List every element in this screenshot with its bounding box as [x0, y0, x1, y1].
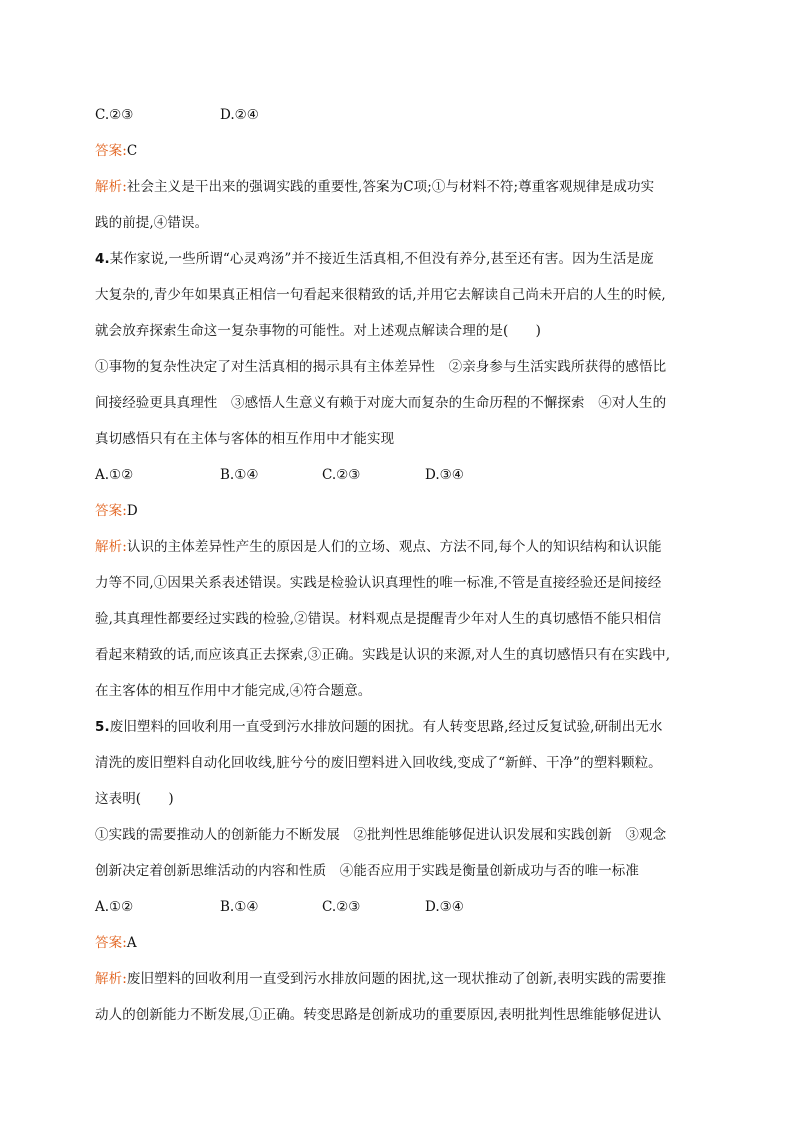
q5-option-b: B.①④	[220, 899, 259, 915]
q5-analysis-line: 解析:废旧塑料的回收利用一直受到污水排放问题的困扰,这一现状推动了创新,表明实践的需要推	[95, 971, 667, 987]
q5-stem-line: 5.废旧塑料的回收利用一直受到污水排放问题的困扰。有人转变思路,经过反复试验,研制出无水	[95, 719, 663, 735]
q4-stem-line: 就会放弃探索生命这一复杂事物的可能性。对上述观点解读合理的是( )	[95, 323, 541, 339]
analysis-label: 解析:	[95, 971, 127, 987]
q4-analysis-line: 解析:认识的主体差异性产生的原因是人们的立场、观点、方法不同,每个人的知识结构和认识能	[95, 539, 662, 555]
q4-analysis-line: 在主客体的相互作用中才能完成,④符合题意。	[95, 683, 372, 699]
q4-stem-line: 4.某作家说,一些所谓“心灵鸡汤”并不接近生活真相,不但没有养分,甚至还有害。因为生活是庞	[95, 251, 654, 267]
q5-statement-line: 创新决定着创新思维活动的内容和性质 ④能否应用于实践是衡量创新成功与否的唯一标准	[95, 863, 639, 879]
answer-label: 答案:	[95, 935, 127, 951]
q3-analysis-line: 践的前提,④错误。	[95, 215, 209, 231]
answer-value: A	[126, 935, 137, 951]
q4-statement-line: 真切感悟只有在主体与客体的相互作用中才能实现	[95, 431, 395, 447]
question-number: 5.	[95, 719, 110, 735]
q5-option-c: C.②③	[322, 899, 361, 915]
q4-answer	[95, 502, 138, 520]
q4-option-b: B.①④	[220, 467, 259, 483]
question-number: 4.	[95, 251, 110, 267]
q5-analysis-line: 动人的创新能力不断发展,①正确。转变思路是创新成功的重要原因,表明批判性思维能够促进认	[95, 1007, 662, 1023]
q4-option-c: C.②③	[322, 467, 361, 483]
q5-stem-line: 这表明( )	[95, 791, 174, 807]
q3-option-d: D.②④	[220, 107, 259, 123]
q5-option-a: A.①②	[95, 899, 134, 915]
q4-analysis-line: 验,其真理性都要经过实践的检验,②错误。材料观点是提醒青少年对人生的真切感悟不能只相信	[95, 611, 662, 627]
q3-answer	[95, 142, 137, 160]
answer-value: D	[126, 503, 138, 519]
q4-stem-line: 大复杂的,青少年如果真正相信一句看起来很精致的话,并用它去解读自己尚未开启的人生的时候,	[95, 287, 666, 303]
q4-statement-line: 间接经验更具真理性 ③感悟人生意义有赖于对庞大而复杂的生命历程的不懈探索 ④对人生的	[95, 395, 667, 411]
q4-option-a: A.①②	[95, 467, 134, 483]
q5-statement-line: ①实践的需要推动人的创新能力不断发展 ②批判性思维能够促进认识发展和实践创新 ③观念	[95, 827, 667, 843]
answer-label: 答案:	[95, 143, 127, 159]
q5-answer	[95, 934, 137, 952]
q3-analysis-line: 解析:社会主义是干出来的强调实践的重要性,答案为C项;①与材料不符;尊重客观规律是成功实	[95, 179, 655, 195]
q4-analysis-line: 力等不同,①因果关系表述错误。实践是检验认识真理性的唯一标准,不管是直接经验还是间接经	[95, 575, 662, 591]
q3-option-c: C.②③	[95, 107, 134, 123]
q4-statement-line: ①事物的复杂性决定了对生活真相的揭示具有主体差异性 ②亲身参与生活实践所获得的感悟比	[95, 359, 667, 375]
q5-stem-line: 清洗的废旧塑料自动化回收线,脏兮兮的废旧塑料进入回收线,变成了“新鲜、干净”的塑料颗粒。	[95, 755, 662, 771]
analysis-label: 解析:	[95, 179, 127, 195]
q4-option-d: D.③④	[425, 467, 464, 483]
answer-label: 答案:	[95, 503, 127, 519]
analysis-label: 解析:	[95, 539, 127, 555]
q4-analysis-line: 看起来精致的话,而应该真正去探索,③正确。实践是认识的来源,对人生的真切感悟只有在实践中,	[95, 647, 671, 663]
answer-value: C	[126, 143, 138, 159]
q5-option-d: D.③④	[425, 899, 464, 915]
